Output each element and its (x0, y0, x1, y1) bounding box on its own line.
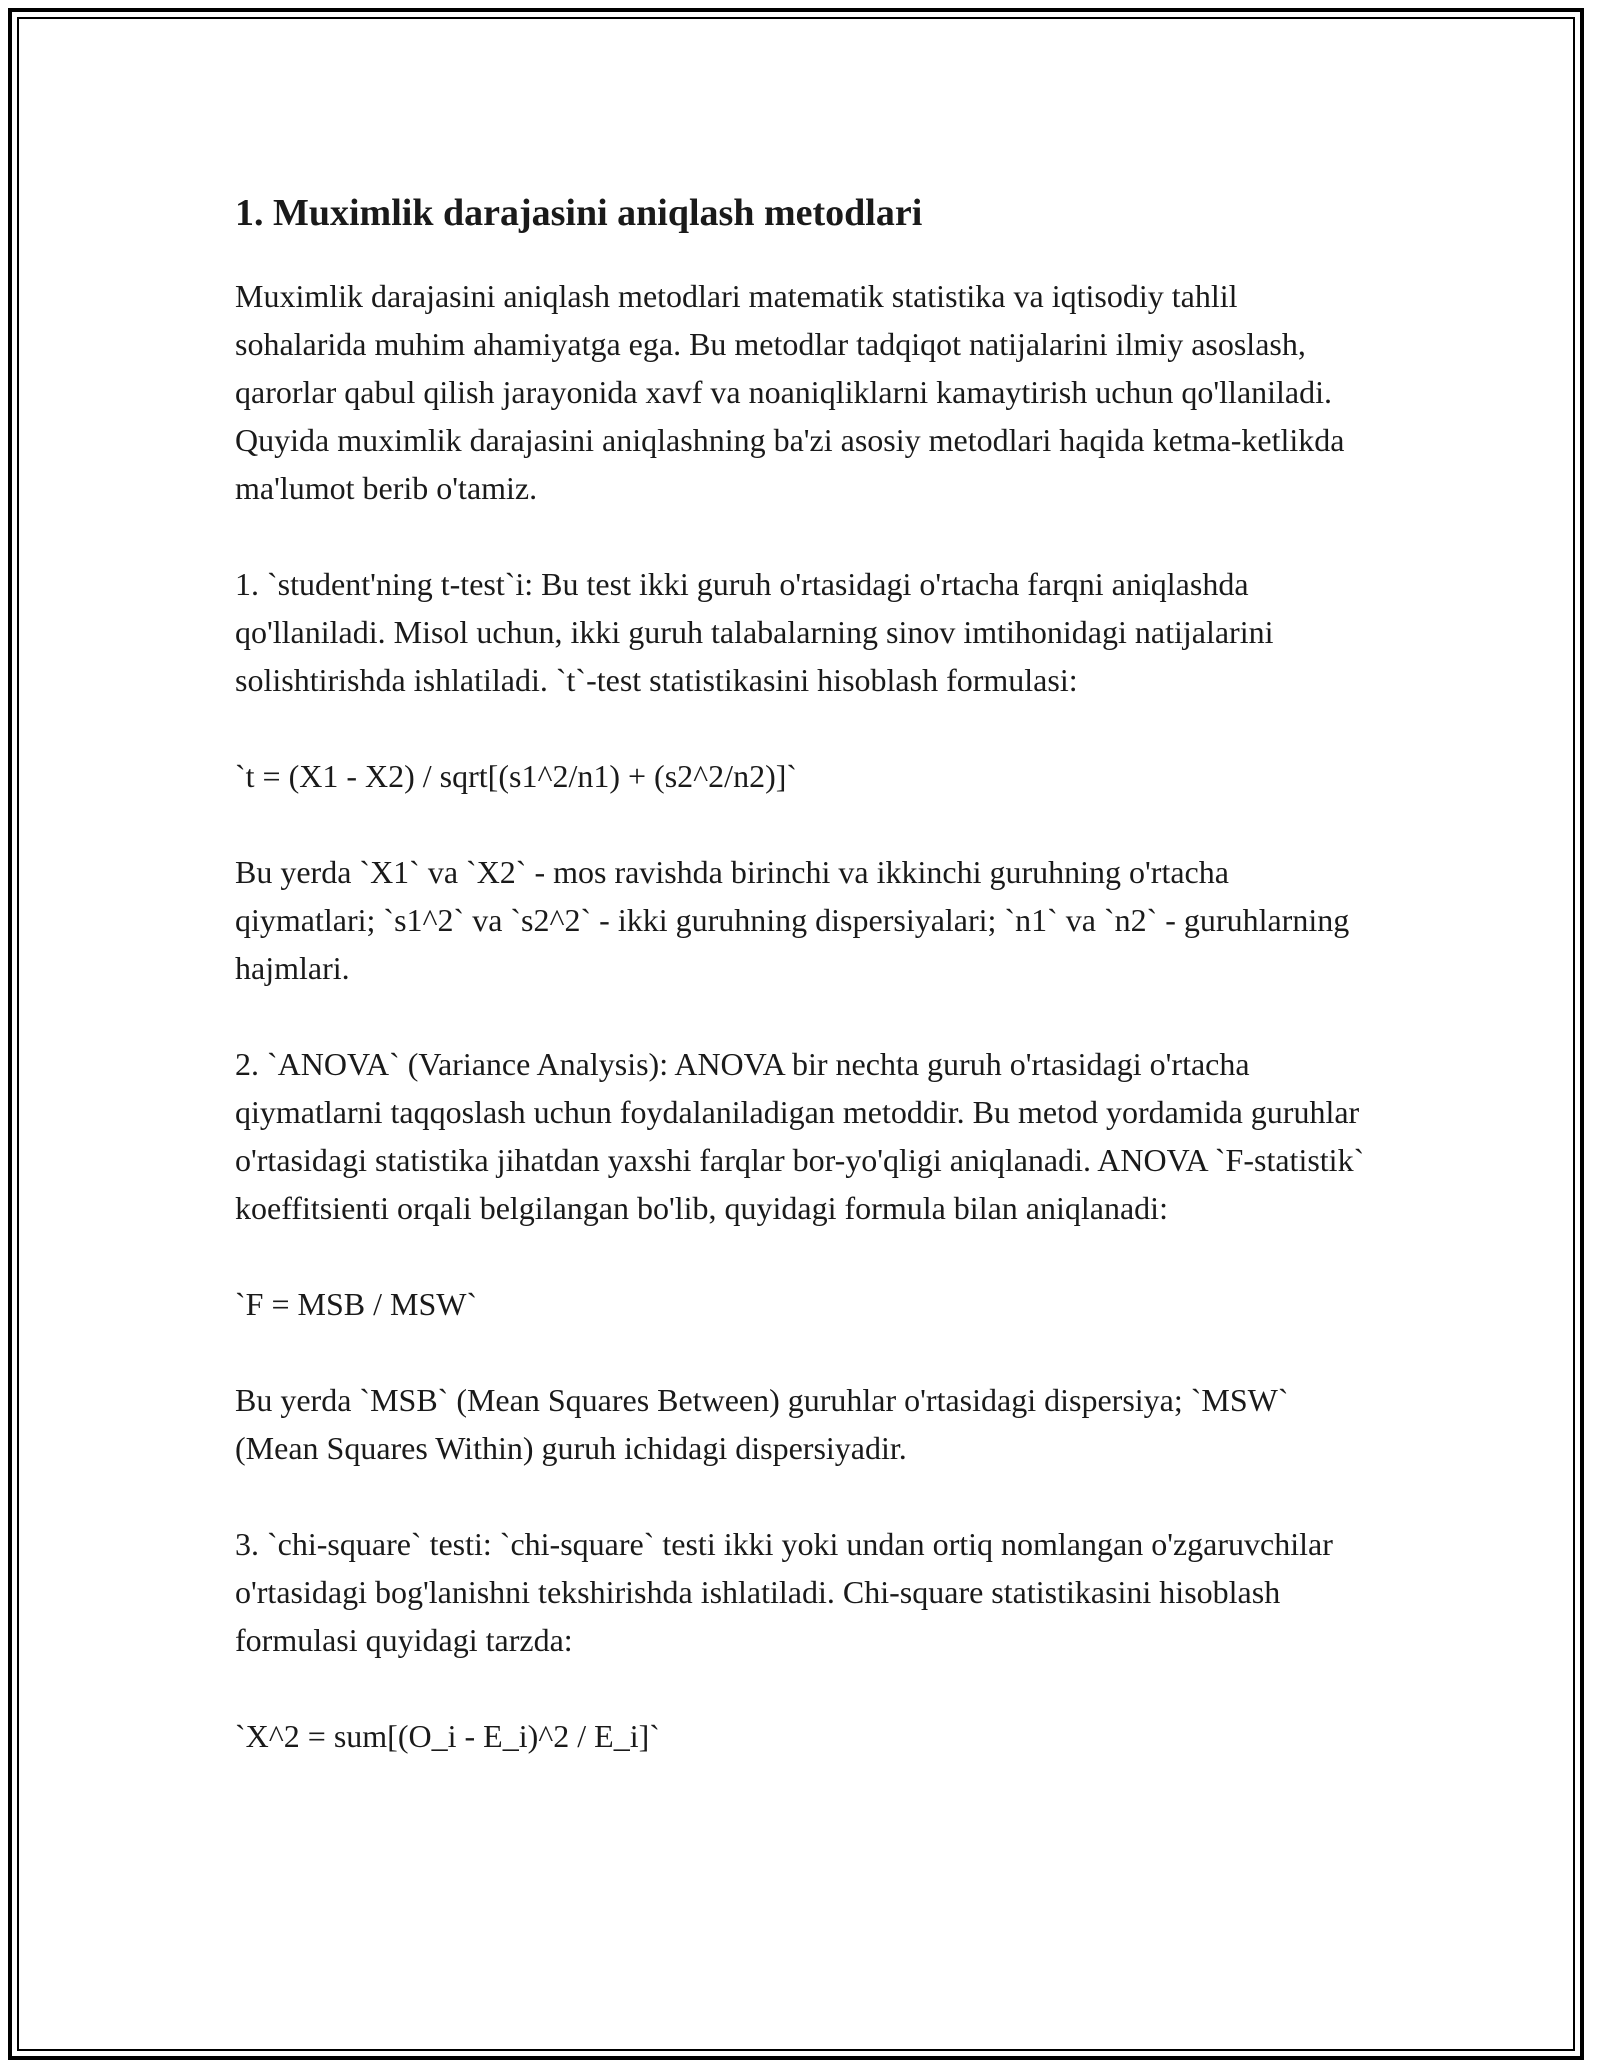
t-test-paragraph: 1. `student'ning t-test`i: Bu test ikki guruh o'rtasidagi o'rtacha farqni aniqlashda qo'llaniladi. Misol uchun, ikki guruh talabalarning sinov imtihonidagi natijalarini solishtirishda ishlatiladi. `t`-test statistikasini hisoblash formulasi: (235, 566, 1274, 698)
chi-square-paragraph: 3. `chi-square` testi: `chi-square` testi ikki yoki undan ortiq nomlangan o'zgaruvchilar o'rtasidagi bog'lanishni tekshirishda ishlatiladi. Chi-square statistikasini hisoblash formulasi quyidagi tarzda: (235, 1526, 1333, 1658)
page-title: 1. Muximlik darajasini aniqlash metodlari (235, 192, 923, 234)
anova-explanation: Bu yerda `MSB` (Mean Squares Between) guruhlar o'rtasidagi dispersiya; `MSW` (Mean Squares Within) guruh ichidagi dispersiyadir. (235, 1382, 1289, 1466)
t-test-formula: `t = (X1 - X2) / sqrt[(s1^2/n1) + (s2^2/n2)]` (235, 758, 798, 794)
intro-paragraph: Muximlik darajasini aniqlash metodlari matematik statistika va iqtisodiy tahlil sohalarida muhim ahamiyatga ega. Bu metodlar tadqiqot natijalarini ilmiy asoslash, qarorlar qabul qilish jarayonida xavf va noaniqliklarni kamaytirish uchun qo'llaniladi. Quyida muximlik darajasini aniqlashning ba'zi asosiy metodlari haqida ketma-ketlikda ma'lumot berib o'tamiz. (235, 278, 1345, 506)
document-body (235, 185, 1365, 1760)
t-test-explanation: Bu yerda `X1` va `X2` - mos ravishda birinchi va ikkinchi guruhning o'rtacha qiymatlari; `s1^2` va `s2^2` - ikki guruhning dispersiyalari; `n1` va `n2` - guruhlarning hajmlari. (235, 854, 1350, 986)
anova-paragraph: 2. `ANOVA` (Variance Analysis): ANOVA bir nechta guruh o'rtasidagi o'rtacha qiymatlarni taqqoslash uchun foydalaniladigan metoddir. Bu metod yordamida guruhlar o'rtasidagi statistika jihatdan yaxshi farqlar bor-yo'qligi aniqlanadi. ANOVA `F-statistik` koeffitsienti orqali belgilangan bo'lib, quyidagi formula bilan aniqlanadi: (235, 1046, 1365, 1226)
anova-formula: `F = MSB / MSW` (235, 1286, 478, 1322)
chi-square-formula: `X^2 = sum[(O_i - E_i)^2 / E_i]` (235, 1718, 660, 1754)
